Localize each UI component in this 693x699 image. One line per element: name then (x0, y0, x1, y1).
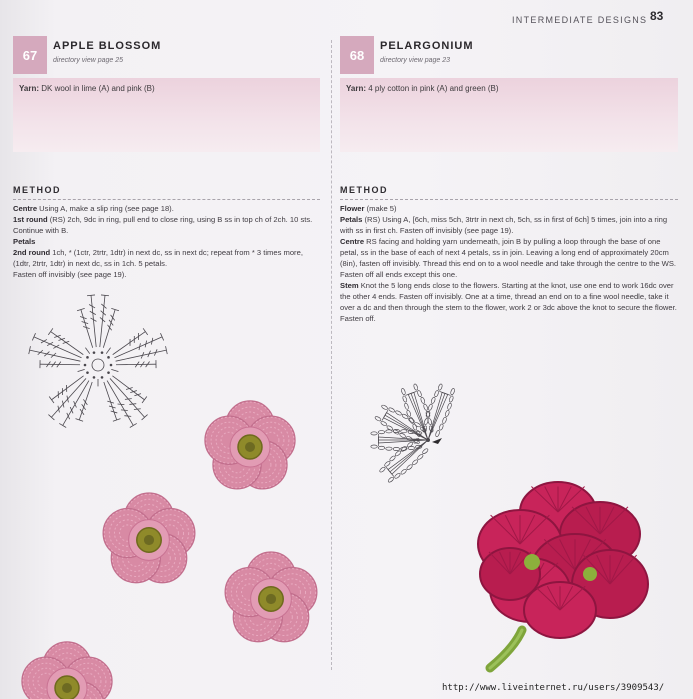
pelargonium-photo (450, 462, 660, 677)
pattern-header (340, 36, 678, 74)
pattern-pelargonium (340, 36, 678, 324)
method-divider (13, 199, 320, 200)
step-text: Knot the 5 long ends close to the flowers. Starting at the knot, use one end to work 16dc over the other 4 ends. Fasten off invisibly. One at a time, thread an end on to a fine wool needle, take it over a dc and then through the stem to the flower, work 2 or 3dc above the knot to secure the flower. Fasten off. (340, 281, 677, 323)
step-text: (RS) 2ch, 9dc in ring, pull end to close ring, using B ss in top ch of 2ch. 10 sts. Continue with B. (13, 215, 313, 235)
step-label: Centre (13, 204, 38, 213)
yarn-box (340, 78, 678, 152)
step-label: Petals (340, 215, 363, 224)
page-number: 83 (650, 9, 664, 23)
pattern-header (13, 36, 320, 74)
method-heading: METHOD (340, 185, 388, 195)
yarn-label: Yarn: (19, 84, 40, 93)
step (340, 280, 678, 324)
step (13, 236, 320, 247)
pattern-apple-blossom (13, 36, 320, 280)
step (13, 214, 320, 236)
step-label: Centre (340, 237, 365, 246)
step-text: 1ch, * (1ctr, 2trtr, 1dtr) in next dc, ss in next dc; repeat from * 3 times more, (1dtr, 2trtr, 1dtr) in next dc, ss in 1ch. 5 petals. (13, 248, 303, 268)
step-label: 1st round (13, 215, 48, 224)
yarn-text: 4 ply cotton in pink (A) and green (B) (366, 84, 499, 93)
step-text: RS facing and holding yarn underneath, join B by pulling a loop through the base of one petal, ss in the base of each of next 4 petals, ss in join. Leaving a long end of approximately 20cm (8in), fasten off invisibly. Thread this end on to a wool needle and take through the centre to the WS. Fasten off all ends except this one. (340, 237, 677, 279)
apple-blossom-stitch-chart (18, 285, 178, 445)
yarn-text: DK wool in lime (A) and pink (B) (39, 84, 155, 93)
step (340, 214, 678, 236)
step-text: (make 5) (364, 204, 397, 213)
method-heading: METHOD (13, 185, 61, 195)
step-label: Petals (13, 237, 36, 246)
apple-blossom-photo (195, 392, 305, 502)
column-divider (331, 40, 332, 670)
apple-blossom-photo (93, 484, 205, 596)
step-text: (RS) Using A, [6ch, miss 5ch, 3trtr in next ch, 5ch, ss in first of 6ch] 5 times, join into a ring with ss in first ch. Fasten off invisibly (see page 19). (340, 215, 668, 235)
method-steps (340, 203, 678, 324)
source-url-caption: http://www.liveinternet.ru/users/3909543/ (442, 683, 665, 693)
running-head: INTERMEDIATE DESIGNS (512, 15, 648, 25)
step (340, 236, 678, 280)
method-steps (13, 203, 320, 280)
directory-reference: directory view page 25 (53, 57, 124, 64)
step-text: Using A, make a slip ring (see page 18). (37, 204, 174, 213)
directory-reference: directory view page 23 (380, 57, 451, 64)
apple-blossom-photo (12, 633, 122, 699)
step-label: 2nd round (13, 248, 51, 257)
method-divider (340, 199, 678, 200)
yarn-box (13, 78, 320, 152)
step-label: Flower (340, 204, 365, 213)
step-text: Fasten off invisibly (see page 19). (13, 270, 127, 279)
yarn-label: Yarn: (346, 84, 367, 93)
step (13, 203, 320, 214)
step (340, 203, 678, 214)
step (13, 247, 320, 269)
pattern-title: PELARGONIUM (380, 40, 474, 52)
step (13, 269, 320, 280)
apple-blossom-photo (215, 543, 327, 655)
pattern-title: APPLE BLOSSOM (53, 40, 162, 52)
pattern-number-badge: 68 (340, 36, 374, 74)
step-label: Stem (340, 281, 359, 290)
pattern-number-badge: 67 (13, 36, 47, 74)
